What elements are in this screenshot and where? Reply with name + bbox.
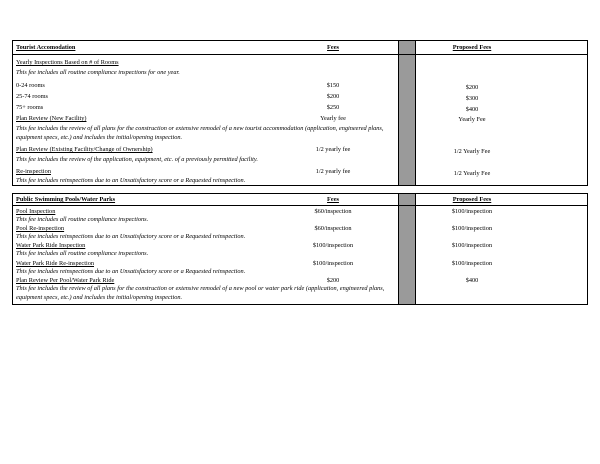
fee-name: Plan Review (Existing Facility/Change of Ownership) [16,146,153,153]
proposed-fee-value: $200 [465,84,479,91]
header-rule [13,54,587,55]
fee-description: This fee includes the review of all plans for the construction or extensive remodel of a new pool or water park ride (application, engineered plans, equipment specs, etc.) and includes the initial/opening inspection. [16,285,385,301]
proposed-fee-value: $300 [465,95,479,102]
table-row [13,92,587,103]
fee-description: This fee includes reinspections due to an Unsatisfactory score or a Requested reinspection. [16,268,246,275]
fee-value: $60/inspection [314,225,352,232]
proposed-fee-value: $400 [465,106,479,113]
fee-name: Plan Review Per Pool/Water Park Ride [16,277,115,284]
fee-value: Yearly fee [320,115,346,122]
table-header-row [13,43,587,54]
fee-name: Re-inspection [16,168,51,175]
fee-description: This fee includes the review of the application, equipment, etc. of a previously permitted facility. [16,156,258,163]
table-row [13,145,587,156]
proposed-fee-value: Yearly Fee [458,116,486,123]
table-row [13,58,587,69]
proposed-fee-value: 1/2 Yearly Fee [453,170,491,177]
fee-value: $200 [326,277,340,284]
proposed-fee-value: $100/inspection [451,208,493,215]
fee-description: This fee includes all routine compliance inspections. [16,216,149,223]
fee-name: 25-74 rooms [16,93,49,100]
header-rule [13,205,587,206]
section-title: Public Swimming Pools/Water Parks [16,196,116,203]
fee-value: $100/inspection [312,260,354,267]
proposed-fee-value: $100/inspection [451,225,493,232]
fee-name: Water Park Ride Re-inspection [16,260,95,267]
proposed-fees-header: Proposed Fees [452,44,492,51]
proposed-fee-value: 1/2 Yearly Fee [453,148,491,155]
fee-name: Yearly Inspections Based on # of Rooms [16,59,119,66]
fees-header: Fees [327,196,339,203]
fees-header: Fees [327,44,339,51]
proposed-fee-value: $100/inspection [451,242,493,249]
table-row [13,81,587,92]
fee-name: 75+ rooms [16,104,44,111]
proposed-fee-value: $400 [465,277,479,284]
swimming-pools-table [12,193,588,305]
fee-value: $100/inspection [312,242,354,249]
fee-name: Pool Inspection [16,208,56,215]
section-title: Tourist Accomodation [16,44,76,51]
fee-description: This fee includes all routine compliance inspections. [16,250,149,257]
fee-value: $200 [326,93,340,100]
table-row [13,103,587,114]
fee-description: This fee includes the review of all plans for the construction or extensive remodel of a new tourist accommodation (application, engineered plans, equipment specs, etc.) and includes the initial/opening inspection. [16,125,384,141]
fee-value: 1/2 yearly fee [315,168,351,175]
fee-value: $150 [326,82,340,89]
fee-value: $60/inspection [314,208,352,215]
proposed-fees-header: Proposed Fees [452,196,492,203]
fee-name: Water Park Ride Inspection [16,242,86,249]
fee-description: This fee includes all routine compliance inspections for one year. [16,69,180,76]
fee-name: 0-24 rooms [16,82,45,89]
fee-name: Pool Re-inspection [16,225,65,232]
table-row [13,114,587,125]
fee-value: 1/2 yearly fee [315,146,351,153]
fee-value: $250 [326,104,340,111]
fee-description: This fee includes reinspections due to an Unsatisfactory score or a Requested reinspection. [16,177,246,184]
fee-description: This fee includes reinspections due to an Unsatisfactory score or a Requested reinspection. [16,233,246,240]
proposed-fee-value: $100/inspection [451,260,493,267]
tourist-accommodation-table [12,40,588,186]
fee-name: Plan Review (New Facility) [16,115,87,122]
